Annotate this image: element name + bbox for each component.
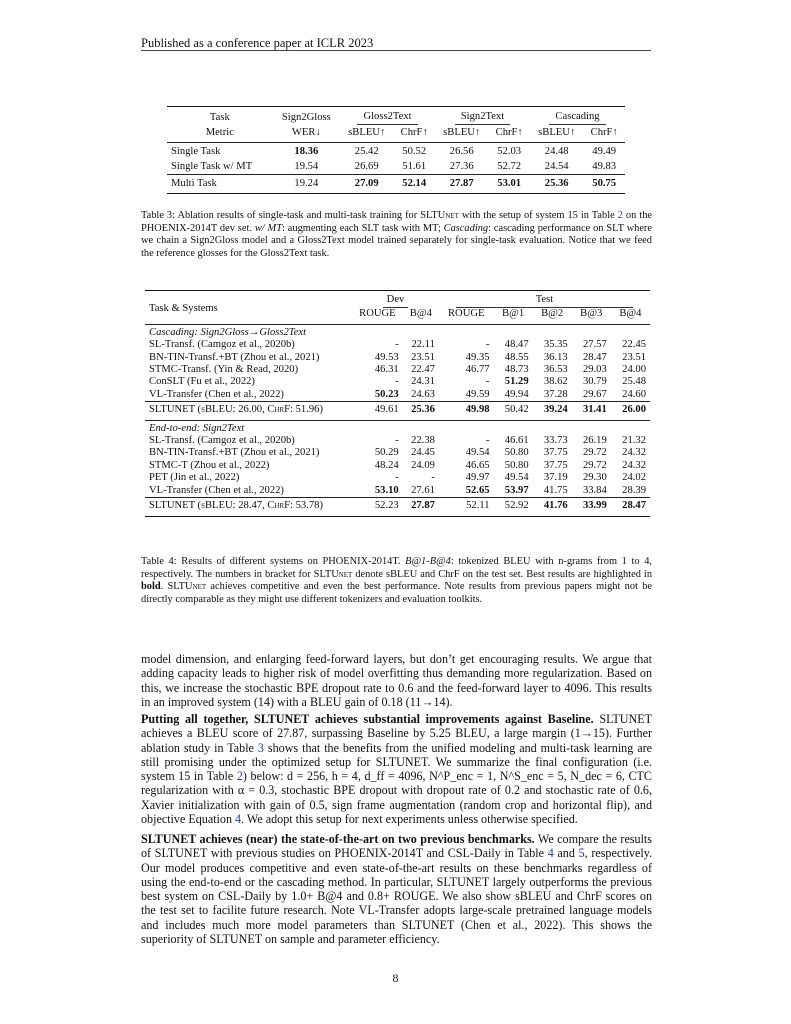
t4-section-cascading: Cascading: Sign2Gloss→Gloss2Text [145, 324, 650, 339]
table-row: PET (Jin et al., 2022) - - 49.97 49.54 37.19 29.30 24.02 [149, 472, 646, 484]
table-row: ConSLT (Fu et al., 2022) - 24.31 - 51.29 38.62 30.79 25.48 [149, 376, 646, 388]
t3-metric: WER↓ [291, 127, 321, 139]
t3-group-sign2gloss: Sign2Gloss [281, 112, 331, 123]
table-4: Task & Systems Dev Test ROUGE B@4 ROUGE B@1 B@2 B@3 B@4 Cascading: Sign2Gloss→Gloss2Text SL-Transf. (Camgoz et al., 2020b) - 22.11 - 48.47 35.35 27.57 22.45 BN-TIN-Transf.+BT (Zhou et al., 2021) 49.53 23.51 49.35 48.55 36.13 28.47 23.51 STMC-Transf. (Yin & Read, 2020) 46.31 22.47 46.77 48.73 36.53 29.03 24.00 ConSLT (Fu et al., 2022) - 24.31 - 51.29 38.62 30.79 25.48 VL-Transfer (Chen et al., 2022) 50.23 24.63 49.59 49.94 37.28 29.67 24.60 SLTUNET (sBLEU: 26.00, ChrF: 51.96) 49.61 25.36 49.98 50.42 39.24 31.41 26.00 End-to-end: Sign2Text SL-Transf. (Camgoz et al., 2020b) - 22.38 - 46.61 33.73 26.19 21.32 BN-TIN-Transf.+BT (Zhou et al., 2021) 50.29 24.45 49.54 50.80 37.75 29.72 24.32 STMC-T (Zhou et al., 2022) 48.24 24.09 46.65 50.80 37.75 29.72 24.32 PET (Jin et al., 2022) - - 49.97 49.54 37.19 29.30 24.02 VL-Transfer (Chen et al., 2022) 53.10 27.61 52.65 53.97 41.75 33.84 28.39 SLTUNET (sBLEU: 28.47, ChrF: 53.78) 52.23 27.87 52.11 52.92 41.76 33.99 28.47 [145, 290, 650, 517]
t3-group-sign2text: Sign2Text [435, 107, 530, 127]
table-row: VL-Transfer (Chen et al., 2022) 53.10 27.61 52.65 53.97 41.75 33.84 28.39 [149, 484, 646, 496]
t4-section-e2e: End-to-end: Sign2Text [145, 420, 650, 435]
header-rule [141, 50, 651, 51]
t3-metric: ChrF↑ [495, 127, 523, 139]
t3-group-task: Task [209, 112, 230, 123]
t3-metric: ChrF↑ [400, 127, 428, 139]
t3-metric: sBLEU↑ [348, 127, 386, 139]
table-3 [167, 106, 625, 194]
table-row: BN-TIN-Transf.+BT (Zhou et al., 2021) 49.53 23.51 49.35 48.55 36.13 28.47 23.51 [149, 351, 646, 363]
table-row: SL-Transf. (Camgoz et al., 2020b) - 22.11 - 48.47 35.35 27.57 22.45 [149, 339, 646, 351]
paragraph-state-of-the-art: SLTUNET achieves (near) the state-of-the-art on two previous benchmarks. We compare the results of SLTUNET with previous studies on PHOENIX-2014T and CSL-Daily in Table 4 and 5, respectively. Our model produces competitive and even state-of-the-art results on these benchmarks regardless of using the end-to-end or the cascading method. In particular, SLTUNET largely outperforms the previous best system on CSL-Daily by 1.0+ B@4 and 0.8+ ROUGE. We also show sBLEU and ChrF scores on the test set to facilite future research. Note VL-Transfer adopts large-scale pretrained language models and includes much more model parameters than SLTUNET (Chen et al., 2022). This shows the superiority of SLTUNET on sample and parameter efficiency. [141, 832, 652, 947]
t3-metric-label: Metric [205, 127, 234, 139]
t3-metric: sBLEU↑ [443, 127, 481, 139]
t3-group-gloss2text: Gloss2Text [340, 107, 435, 127]
table-row: SL-Transf. (Camgoz et al., 2020b) - 22.38 - 46.61 33.73 26.19 21.32 [149, 435, 646, 447]
t4-head-task: Task & Systems [149, 302, 218, 314]
table-row: STMC-T (Zhou et al., 2022) 48.24 24.09 46.65 50.80 37.75 29.72 24.32 [149, 459, 646, 471]
table-row: Single Task w/ MT 19.54 26.69 51.61 27.36 52.72 24.54 49.83 [171, 160, 617, 172]
table-row: Single Task 18.36 25.42 50.52 26.56 52.03 24.48 49.49 [167, 143, 625, 160]
table-row: VL-Transfer (Chen et al., 2022) 50.23 24.63 49.59 49.94 37.28 29.67 24.60 [149, 388, 646, 400]
page-number: 8 [392, 971, 399, 985]
table-row: Multi Task 19.24 27.09 52.14 27.87 53.01 25.36 50.75 [167, 174, 625, 193]
table-row: BN-TIN-Transf.+BT (Zhou et al., 2021) 50.29 24.45 49.54 50.80 37.75 29.72 24.32 [149, 447, 646, 459]
t4-head-dev: Dev [352, 291, 439, 309]
t3-metric: sBLEU↑ [538, 127, 576, 139]
running-header: Published as a conference paper at ICLR 2023 [141, 36, 374, 50]
paragraph-model-dimension: model dimension, and enlarging feed-forward layers, but don’t get encouraging results. We argue that adding capacity leads to higher risk of model overfitting thus demanding more regularization. Based on this, we increase the stochastic BPE dropout rate to 0.6 and the feed-forward layer to 4096. This results in an improved system (14) with a BLEU gain of 0.18 (11→14). [141, 652, 652, 709]
paragraph-putting-together: Putting all together, SLTUNET achieves substantial improvements against Baseline. SLTUNET achieves a BLEU score of 27.87, surpassing Baseline by 5.25 BLEU, a large margin (1→15). Further ablation study in Table 3 shows that the benefits from the unified modeling and multi-task learning are still promising under the optimized setup for SLTUNET. We summarize the final configuration (i.e. system 15 in Table 2) below: d = 256, h = 4, d_ff = 4096, N^P_enc = 1, N^S_enc = 5, N_dec = 6, CTC regularization with α = 0.3, stochastic BPE dropout with dropout rate of 0.2 and stochastic rate of 0.6, Xavier initialization with gain of 0.5, sign frame augmentation (random crop and horizontal flip), and objective Equation 4. We adopt this setup for next experiments unless otherwise specified. [141, 712, 653, 827]
t4-head-test: Test [439, 291, 650, 309]
table-row: STMC-Transf. (Yin & Read, 2020) 46.31 22.47 46.77 48.73 36.53 29.03 24.00 [149, 364, 646, 376]
table-row: SLTUNET (sBLEU: 26.00, ChrF: 51.96) 49.61 25.36 49.98 50.42 39.24 31.41 26.00 [145, 402, 650, 420]
t3-group-cascading: Cascading [530, 107, 625, 127]
t3-metric: ChrF↑ [590, 127, 618, 139]
table-row: SLTUNET (sBLEU: 28.47, ChrF: 53.78) 52.23 27.87 52.11 52.92 41.76 33.99 28.47 [145, 498, 650, 516]
table-3-caption: Table 3: Ablation results of single-task and multi-task training for SLTUnet with the setup of system 15 in Table 2 on the PHOENIX-2014T dev set. w/ MT: augmenting each SLT task with MT; Cascading: cascading performance on SLT where we chain a Sign2Gloss model and a Gloss2Text model trained separately for single-task evaluation. Notice that we feed the reference glosses for the Gloss2Text task. [141, 210, 652, 259]
table-4-caption: Table 4: Results of different systems on PHOENIX-2014T. B@1-B@4: tokenized BLEU with n-grams from 1 to 4, respectively. The numbers in bracket for SLTUnet denote sBLEU and ChrF on the test set. Best results are highlighted in bold. SLTUnet achieves competitive and even the best performance. Note results from previous papers might not be directly comparable as they might use different tokenizers and evaluation toolkits. [141, 556, 653, 605]
